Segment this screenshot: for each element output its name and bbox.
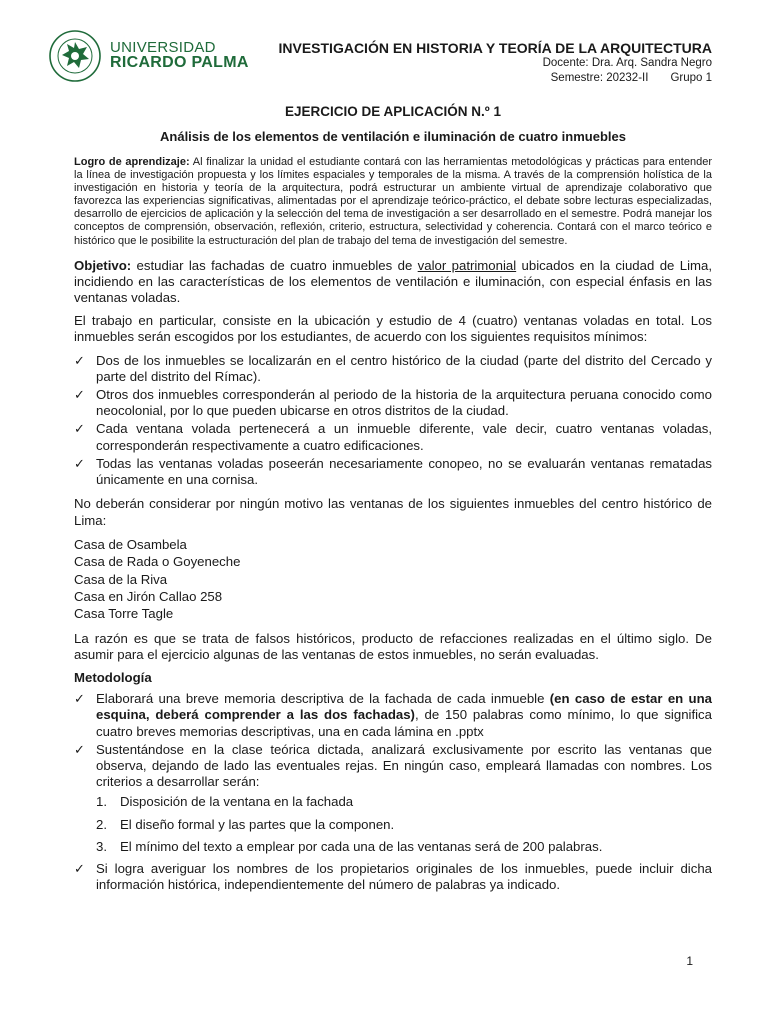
course-title: INVESTIGACIÓN EN HISTORIA Y TEORÍA DE LA ARQUITECTURA xyxy=(278,40,712,56)
list-item-text: Todas las ventanas voladas poseerán necesariamente conopeo, no se evaluarán ventanas rematadas únicamente en una cornisa. xyxy=(96,455,712,488)
methodology-heading: Metodología xyxy=(74,670,152,686)
check-icon: ✓ xyxy=(74,421,85,437)
criteria-text: El mínimo del texto a emplear por cada una de las ventanas será de 200 palabras. xyxy=(120,838,603,854)
check-icon: ✓ xyxy=(74,741,85,757)
list-item xyxy=(74,742,712,855)
methodology-list xyxy=(74,691,712,893)
criteria-text: El diseño formal y las partes que la componen. xyxy=(120,816,395,832)
document-header xyxy=(278,40,712,86)
criteria-item xyxy=(96,839,712,855)
university-logo xyxy=(48,30,268,82)
list-item-text: Dos de los inmuebles se localizarán en el centro histórico de la ciudad (parte del distrito del Cercado y parte del distrito del Rímac). xyxy=(96,352,712,384)
objective-paragraph xyxy=(74,258,712,307)
list-item-bold: (en caso de estar en una esquina, deberá comprender a las dos fachadas) xyxy=(96,691,712,723)
list-item-text: Si logra averiguar los nombres de los propietarios originales de los inmuebles, puede incluir dicha información histórica, independientemente del número de palabras ya indicado. xyxy=(96,860,712,893)
criteria-item xyxy=(96,794,712,810)
check-icon: ✓ xyxy=(74,691,85,707)
list-item xyxy=(74,691,712,740)
learning-outcome-label: Logro de aprendizaje: xyxy=(74,156,190,168)
list-item xyxy=(74,861,712,893)
check-icon: ✓ xyxy=(74,860,85,876)
list-item-text: Elaborará una breve memoria descriptiva de la fachada de cada inmueble xyxy=(96,691,550,707)
house-name: Casa Torre Tagle xyxy=(74,606,174,622)
page-number: 1 xyxy=(686,954,693,968)
reason-paragraph: La razón es que se trata de falsos históricos, producto de refacciones realizadas en el último siglo. De asumir para el ejercicio algunas de las ventanas de estos inmuebles, no serán evaluadas. xyxy=(74,630,712,662)
excluded-houses-list xyxy=(74,536,712,623)
criteria-list xyxy=(96,794,712,855)
logo-line-1: UNIVERSIDAD xyxy=(110,38,216,56)
list-item-text: Otros dos inmuebles corresponderán al periodo de la historia de la arquitectura peruana conocido como neocolonial, por lo que pueden ubicarse en otros distritos de la ciudad. xyxy=(96,387,712,419)
objective-text-pre: estudiar las fachadas de cuatro inmuebles de xyxy=(131,257,418,273)
house-name: Casa en Jirón Callao 258 xyxy=(74,588,223,604)
group: Grupo 1 xyxy=(670,72,712,84)
work-paragraph: El trabajo en particular, consiste en la ubicación y estudio de 4 (cuatro) ventanas voladas en total. Los inmuebles serán escogidos por los estudiantes, de acuerdo con los siguientes requisitos mínimos: xyxy=(74,313,712,345)
exercise-subtitle: Análisis de los elementos de ventilación e iluminación de cuatro inmuebles xyxy=(160,129,626,144)
criteria-item xyxy=(96,817,712,833)
list-item-text: Cada ventana volada pertenecerá a un inmueble diferente, vale decir, cuatro ventanas voladas, corresponderán respectivamente a cuatro edificaciones. xyxy=(96,421,712,453)
logo-line-2: RICARDO PALMA xyxy=(110,54,249,72)
check-icon: ✓ xyxy=(74,455,85,471)
check-icon: ✓ xyxy=(74,352,85,368)
list-item xyxy=(74,456,712,488)
teacher-line: Docente: Dra. Arq. Sandra Negro xyxy=(542,57,712,69)
criteria-text: Disposición de la ventana en la fachada xyxy=(120,794,354,810)
house-name: Casa de Osambela xyxy=(74,536,187,552)
criteria-number: 2. xyxy=(96,816,107,832)
house-name: Casa de la Riva xyxy=(74,571,168,587)
list-item xyxy=(74,387,712,419)
objective-underlined: valor patrimonial xyxy=(417,257,517,273)
semester-line xyxy=(278,71,712,86)
house-name: Casa de Rada o Goyeneche xyxy=(74,554,241,570)
objective-label: Objetivo: xyxy=(74,257,132,273)
list-item xyxy=(74,353,712,385)
list-item-text: Sustentándose en la clase teórica dictada, analizará exclusivamente por escrito las ventanas que observa, dejando de lado las eventuales rejas. En ningún caso, empleará llamadas con nombres. Los criterios a desarrollar serán: xyxy=(96,741,712,790)
check-icon: ✓ xyxy=(74,387,85,403)
university-seal-icon xyxy=(48,29,102,83)
learning-outcome-text: Al finalizar la unidad el estudiante contará con las herramientas metodológicas y prácticas para entender la línea de investigación propuesta y los límites espaciales y temporales de la misma. A través de la comprensión holística de la investigación en historia y teoría de la arquitectura, podrá estructurar un ambiente virtual de aprendizaje colaborativo que favorezca las experiencias significativas, alimentadas por el aprendizaje teórico-práctico, el debate sobre lecturas especializadas, desarrollo de ejercicios de aplicación y la selección del tema de investigación a ser desarrollado en el semestre. Podrá manejar los conceptos de comprensión, observación, reflexión, criterio, estructura, selectividad y coherencia. Contará con el marco teórico e histórico que le posibilite la estructuración del plan de trabajo del tema de investigación del semestre. xyxy=(74,156,712,247)
list-item xyxy=(74,421,712,453)
semester: Semestre: 20232-II xyxy=(550,72,649,84)
objective-text-post: ubicados en la ciudad de Lima, incidiendo en las características de los elementos de ventilación e iluminación, con especial énfasis en las ventanas voladas. xyxy=(74,257,712,306)
exercise-title: EJERCICIO DE APLICACIÓN N.º 1 xyxy=(285,104,501,119)
criteria-number: 3. xyxy=(96,838,107,854)
criteria-number: 1. xyxy=(96,794,107,810)
exclusion-paragraph: No deberán considerar por ningún motivo las ventanas de los siguientes inmuebles del centro histórico de Lima: xyxy=(74,496,712,528)
learning-outcome xyxy=(74,156,712,248)
document-body xyxy=(74,104,712,901)
list-item-text: , de 150 palabras como mínimo, lo que significa cuatro breves memorias descriptivas, una en cada lámina en .pptx xyxy=(96,707,712,739)
requirements-list xyxy=(74,353,712,489)
